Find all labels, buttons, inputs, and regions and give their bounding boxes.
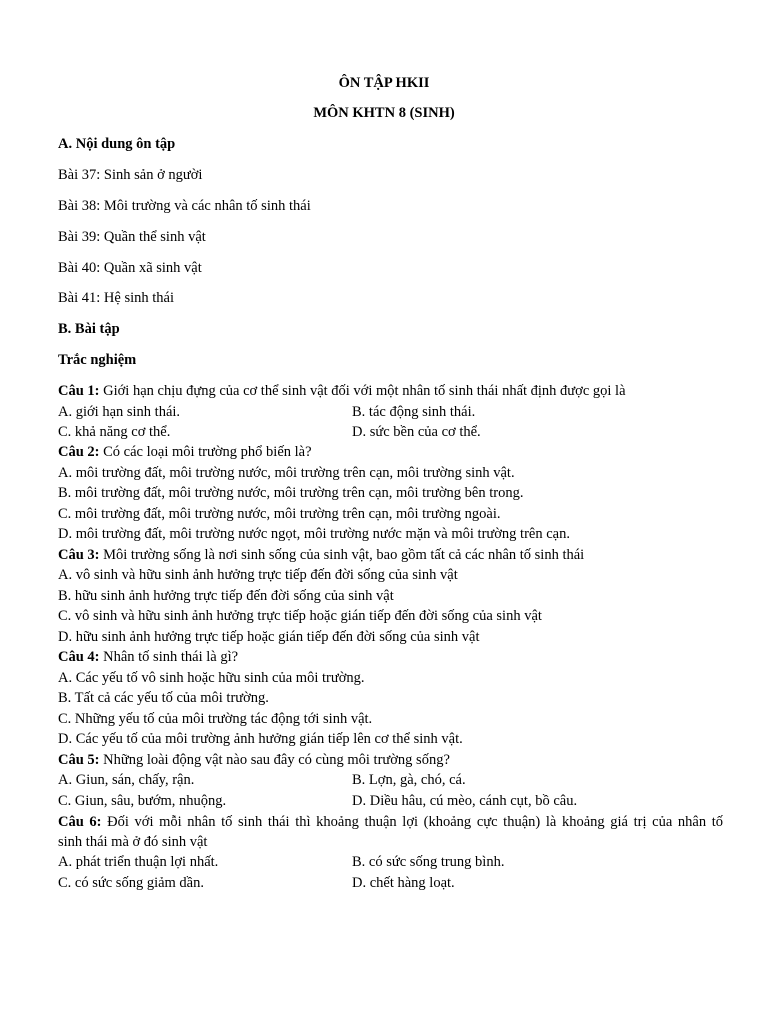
question-2 — [58, 442, 312, 462]
lesson-item: Bài 39: Quần thể sinh vật — [58, 229, 206, 245]
question-label: Câu 1: — [58, 383, 100, 399]
section-b-heading: B. Bài tập — [58, 321, 120, 337]
option-d: D. sức bền của cơ thể. — [352, 424, 481, 440]
option-a: A. Giun, sán, chấy, rận. — [58, 772, 195, 788]
option-d: D. môi trường đất, môi trường nước ngọt, môi trường nước mặn và môi trường trên cạn. — [58, 526, 570, 542]
option-c: C. Giun, sâu, bướm, nhuộng. — [58, 793, 227, 809]
question-3 — [58, 545, 584, 565]
option-b: B. Tất cả các yếu tố của môi trường. — [58, 690, 269, 706]
question-label: Câu 5: — [58, 752, 100, 768]
option-b: B. Lợn, gà, chó, cá. — [352, 772, 466, 788]
lesson-item: Bài 38: Môi trường và các nhân tố sinh thái — [58, 198, 311, 214]
question-6 — [58, 812, 723, 832]
question-text: Nhân tố sinh thái là gì? — [103, 649, 239, 665]
document-subtitle: MÔN KHTN 8 (SINH) — [313, 105, 455, 121]
option-c: C. vô sinh và hữu sinh ảnh hưởng trực tiếp hoặc gián tiếp đến đời sống của sinh vật — [58, 608, 542, 624]
option-d: D. hữu sinh ảnh hưởng trực tiếp hoặc gián tiếp đến đời sống của sinh vật — [58, 629, 480, 645]
question-1 — [58, 381, 626, 401]
option-c: C. khả năng cơ thể. — [58, 424, 171, 440]
question-5 — [58, 750, 450, 770]
question-text: Đối với mỗi nhân tố sinh thái thì khoảng thuận lợi (khoảng cực thuận) là khoảng giá trị của nhân tố — [107, 814, 723, 830]
question-text-continued: sinh thái mà ở đó sinh vật — [58, 834, 208, 850]
option-b: B. tác động sinh thái. — [352, 404, 476, 420]
option-a: A. phát triển thuận lợi nhất. — [58, 854, 219, 870]
question-4 — [58, 647, 238, 667]
question-text: Giới hạn chịu đựng của cơ thể sinh vật đối với một nhân tố sinh thái nhất định được gọi là — [103, 383, 626, 399]
section-a-heading: A. Nội dung ôn tập — [58, 136, 176, 152]
option-b: B. hữu sinh ảnh hưởng trực tiếp đến đời sống của sinh vật — [58, 588, 394, 604]
option-a: A. môi trường đất, môi trường nước, môi trường trên cạn, môi trường sinh vật. — [58, 465, 515, 481]
lesson-item: Bài 41: Hệ sinh thái — [58, 290, 174, 306]
question-label: Câu 6: — [58, 814, 102, 830]
question-label: Câu 3: — [58, 547, 100, 563]
question-text: Những loài động vật nào sau đây có cùng môi trường sống? — [103, 752, 450, 768]
option-a: A. vô sinh và hữu sinh ảnh hưởng trực tiếp đến đời sống của sinh vật — [58, 567, 458, 583]
document-title: ÔN TẬP HKII — [338, 75, 430, 91]
question-text: Môi trường sống là nơi sinh sống của sinh vật, bao gồm tất cả các nhân tố sinh thái — [103, 547, 585, 563]
option-a: A. giới hạn sinh thái. — [58, 404, 181, 420]
option-c: C. có sức sống giảm dần. — [58, 875, 204, 891]
option-d: D. Diều hâu, cú mèo, cánh cụt, bồ câu. — [352, 793, 578, 809]
question-label: Câu 4: — [58, 649, 100, 665]
option-d: D. Các yếu tố của môi trường ảnh hưởng gián tiếp lên cơ thể sinh vật. — [58, 731, 463, 747]
option-a: A. Các yếu tố vô sinh hoặc hữu sinh của môi trường. — [58, 670, 365, 686]
option-c: C. Những yếu tố của môi trường tác động tới sinh vật. — [58, 711, 373, 727]
option-d: D. chết hàng loạt. — [352, 875, 455, 891]
section-b-subheading: Trắc nghiệm — [58, 352, 137, 368]
lesson-item: Bài 40: Quần xã sinh vật — [58, 260, 202, 276]
option-b: B. môi trường đất, môi trường nước, môi trường trên cạn, môi trường bên trong. — [58, 485, 524, 501]
question-label: Câu 2: — [58, 444, 100, 460]
option-c: C. môi trường đất, môi trường nước, môi trường trên cạn, môi trường ngoài. — [58, 506, 501, 522]
option-b: B. có sức sống trung bình. — [352, 854, 505, 870]
lesson-item: Bài 37: Sinh sản ở người — [58, 167, 203, 183]
question-text: Có các loại môi trường phổ biến là? — [103, 444, 312, 460]
